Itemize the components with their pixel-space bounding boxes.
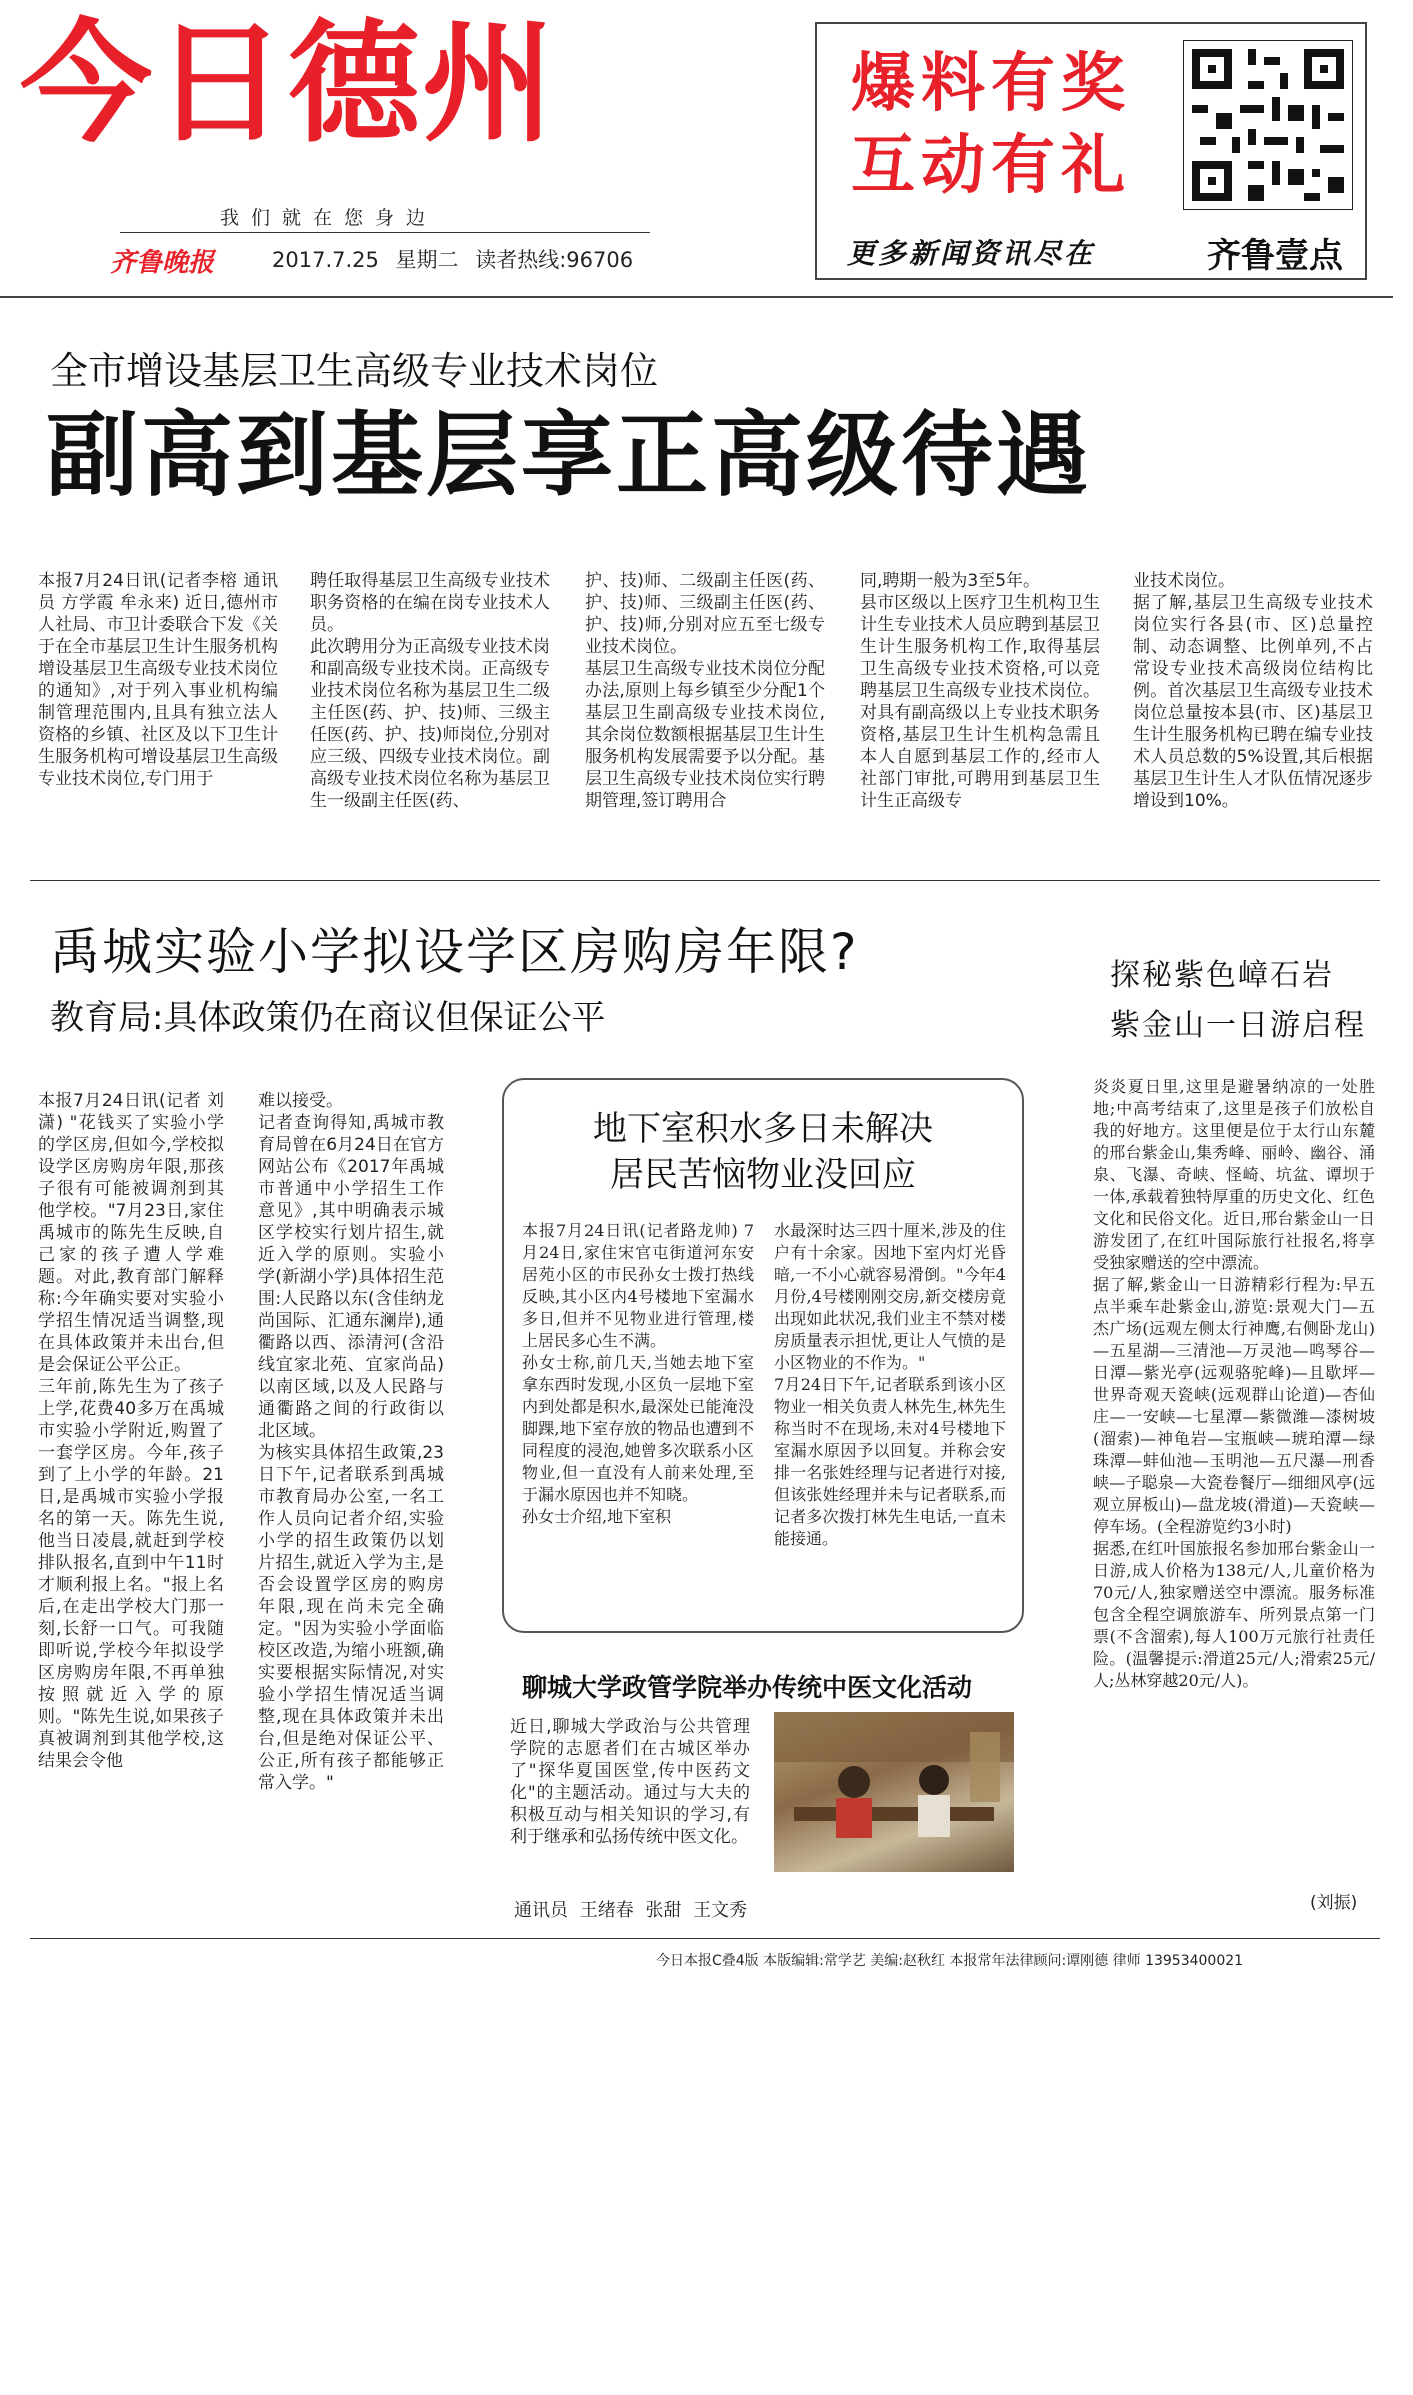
- side-story-title-2: 紫金山一日游启程: [1110, 1008, 1366, 1043]
- story1-headline: 副高到基层享正高级待遇: [46, 402, 1092, 509]
- boxed-story: [502, 1078, 1024, 1633]
- boxed-story-title-2: 居民苦恼物业没回应: [610, 1155, 916, 1195]
- story1-column: 业技术岗位。 据了解,基层卫生高级专业技术岗位实行各县(市、区)总量控制、动态调整、比例单列,不占常设专业技术高级岗位结构比例。首次基层卫生高级专业技术岗位总量按本县(市、区)基层卫生计生服务机构已聘在编专业技术人员总数的5%设置,其后根据基层卫生计生人才队伍情况逐步增设到10%。: [1133, 571, 1373, 811]
- footer-divider: [30, 1938, 1380, 1939]
- story1-column: 聘任取得基层卫生高级专业技术职务资格的在编在岗专业技术人员。 此次聘用分为正高级专业技术岗和副高级专业技术岗。正高级专业技术岗位名称为基层卫生二级主任医(药、护、技)师、三级主任医(药、护、技)师岗位,分别对应三级、四级专业技术岗位。副高级专业技术岗位名称为基层卫生一级副主任医(药、: [310, 571, 550, 811]
- story1-column: 护、技)师、二级副主任医(药、护、技)师、三级副主任医(药、护、技)师,分别对应五至七级专业技术岗位。 基层卫生高级专业技术岗位分配办法,原则上每乡镇至少分配1个基层卫生副高级专业技术岗位,其余岗位数额根据基层卫生计生服务机构发展需要予以分配。基层卫生高级专业技术岗位实行聘期管理,签订聘用合: [585, 571, 825, 811]
- qr-code-icon: [1183, 40, 1353, 210]
- story1-column: 同,聘期一般为3至5年。 县市区级以上医疗卫生机构卫生计生专业技术人员应聘到基层卫生计生服务机构工作,取得基层卫生高级专业技术资格,可以竞聘基层卫生高级专业技术岗位。对具有副高级以上专业技术职务资格,基层卫生计生机构急需且本人自愿到基层工作的,经市人社部门审批,可聘用到基层卫生计生正高级专: [860, 571, 1100, 811]
- promo-subtitle: 更多新闻资讯尽在: [847, 237, 1096, 270]
- promo-line-1: 爆料有奖: [851, 47, 1131, 121]
- event-story-body: 近日,聊城大学政治与公共管理学院的志愿者们在古城区举办了"探华夏国医堂,传中医药文化"的主题活动。通过与大夫的积极互动与相关知识的学习,有利于继承和弘扬传统中医文化。: [510, 1717, 750, 1847]
- brand-logo: 齐鲁晚报: [110, 248, 215, 278]
- story1-kicker: 全市增设基层卫生高级专业技术岗位: [50, 349, 659, 393]
- story2-column: 本报7月24日讯(记者 刘潇) "花钱买了实验小学的学区房,但如今,学校拟设学区房购房年限,那孩子很有可能被调剂到其他学校。"7月23日,家住禹城市的陈先生反映,自己家的孩子遭人学难题。对此,教育部门解释称:今年确实要对实验小学招生情况适当调整,现在具体政策并未出台,但是会保证公平公正。 三年前,陈先生为了孩子上学,花费40多万在禹城市实验小学附近,购置了一套学区房。今年,孩子到了上小学的年龄。21日,是禹城市实验小学报名的第一天。陈先生说,他当日凌晨,就赶到学校排队报名,直到中午11时才顺利报上名。"报上名后,在走出学校大门那一刻,长舒一口气。可我随即听说,学校今年拟设学区房购房年限,不再单独按照就近入学的原则。"陈先生说,如果孩子真被调剂到其他学校,这结果会令他: [38, 1091, 224, 1771]
- promo-line-2: 互动有礼: [851, 129, 1131, 203]
- promo-box: [815, 22, 1367, 280]
- boxed-story-column: 水最深时达三四十厘米,涉及的住户有十余家。因地下室内灯光昏暗,一不小心就容易滑倒。"今年4月份,4号楼刚刚交房,新交楼房竟出现如此状况,我们业主不禁对楼房质量表示担忧,更让人气愤的是小区物业的不作为。" 7月24日下午,记者联系到该小区物业一相关负责人林先生,林先生称当时不在现场,未对4号楼地下室漏水原因予以回复。并称会安排一名张姓经理与记者进行对接,但该张姓经理并未与记者联系,而记者多次拨打林先生电话,一直未能接通。: [774, 1221, 1006, 1548]
- app-name: 齐鲁壹点: [1207, 236, 1343, 276]
- top-rule: [0, 296, 1393, 298]
- side-story-byline: (刘振): [1310, 1893, 1358, 1913]
- event-story-credits: 通讯员 王绪春 张甜 王文秀: [514, 1900, 748, 1921]
- footer-credits: 今日本报C叠4版 本版编辑:常学艺 美编:赵秋红 本报常年法律顾问:谭刚德 律师 13953400021: [656, 1953, 1244, 1969]
- side-story-body: 炎炎夏日里,这里是避暑纳凉的一处胜地;中高考结束了,这里是孩子们放松自我的好地方。这里便是位于太行山东麓的邢台紫金山,集秀峰、丽岭、幽谷、涌泉、飞瀑、奇峡、怪崎、坑盆、谭坝于一体,承载着独特厚重的历史文化、红色文化和民俗文化。近日,邢台紫金山一日游发团了,在红叶国际旅行社报名,将享受独家赠送的空中漂流。 据了解,紫金山一日游精彩行程为:早五点半乘车赴紫金山,游览:景观大门—五杰广场(远观左侧太行神鹰,右侧卧龙山)—五星湖—三清池—万灵池—鸣琴谷—日潭—紫光亭(远观骆驼峰)—且歇坪—世界奇观天瓷峡(远观群山论道)—杏仙庄—一安峡—七星潭—紫微潍—漆树坡(溜索)—神龟岩—宝瓶峡—琥珀潭—绿珠潭—蚌仙池—玉明池—五尺瀑—刑香峡—子聪泉—大瓷卷餐厅—细细风亭(远观立屏板山)—盘龙坡(滑道)—天瓷峡—停车场。(全程游览约3小时) 据悉,在红叶国旅报名参加邢台紫金山一日游,成人价格为138元/人,儿童价格为70元/人,独家赠送空中漂流。服务标准包含全程空调旅游车、所列景点第一门票(不含溜索),每人100万元旅行社责任险。(温馨提示:滑道25元/人;滑索25元/人;丛林穿越20元/人)。: [1093, 1077, 1375, 1690]
- boxed-story-title-1: 地下室积水多日未解决: [593, 1109, 933, 1149]
- masthead-divider: [120, 232, 650, 233]
- section-divider: [30, 880, 1380, 881]
- event-photo: [774, 1712, 1014, 1872]
- story2-column: 难以接受。 记者查询得知,禹城市教育局曾在6月24日在官方网站公布《2017年禹城市普通中小学招生工作意见》,其中明确表示城区学校实行划片招生,就近入学的原则。实验小学(新湖小学)具体招生范围:人民路以东(含佳纳龙尚国际、汇通东澜岸),通衢路以西、添清河(含沿线宜家北苑、宜家尚品)以南区域,以及人民路与通衢路之间的行政街以北区域。 为核实具体招生政策,23日下午,记者联系到禹城市教育局办公室,一名工作人员向记者介绍,实验小学的招生政策仍以划片招生,就近入学为主,是否会设置学区房的购房年限,现在尚未完全确定。"因为实验小学面临校区改造,为缩小班额,确实要根据实际情况,对实验小学招生情况适当调整,现在具体政策并未出台,但是绝对保证公平、公正,所有孩子都能够正常入学。": [258, 1091, 444, 1793]
- dateline: 2017.7.25 星期二 读者热线:96706: [272, 248, 634, 272]
- boxed-story-column: 本报7月24日讯(记者路龙帅) 7月24日,家住宋官屯街道河东安居苑小区的市民孙女士拨打热线反映,其小区内4号楼地下室漏水多日,但并不见物业进行管理,楼上居民多心生不满。 孙女士称,前几天,当她去地下室拿东西时发现,小区负一层地下室内到处都是积水,最深处已能淹没脚踝,地下室存放的物品也遭到不同程度的浸泡,她曾多次联系小区物业,但一直没有人前来处理,至于漏水原因也并不知晓。 孙女士介绍,地下室积: [522, 1221, 754, 1526]
- story2-headline: 禹城实验小学拟设学区房购房年限?: [50, 923, 859, 981]
- story1-column: 本报7月24日讯(记者李榕 通讯员 方学霞 牟永来) 近日,德州市人社局、市卫计委联合下发《关于在全市基层卫生计生服务机构增设基层卫生高级专业技术岗位的通知》,对于列入事业机构编制管理范围内,且具有独立法人资格的乡镇、社区及以下卫生计生服务机构可增设基层卫生高级专业技术岗位,专门用于: [38, 571, 278, 789]
- side-story-title-1: 探秘紫色嶂石岩: [1110, 958, 1334, 993]
- story2-subhead: 教育局:具体政策仍在商议但保证公平: [50, 998, 606, 1038]
- masthead-slogan: 我们就在您身边: [220, 207, 438, 229]
- event-story-title: 聊城大学政管学院举办传统中医文化活动: [522, 1673, 973, 1702]
- masthead-title: 今日德州: [20, 7, 556, 161]
